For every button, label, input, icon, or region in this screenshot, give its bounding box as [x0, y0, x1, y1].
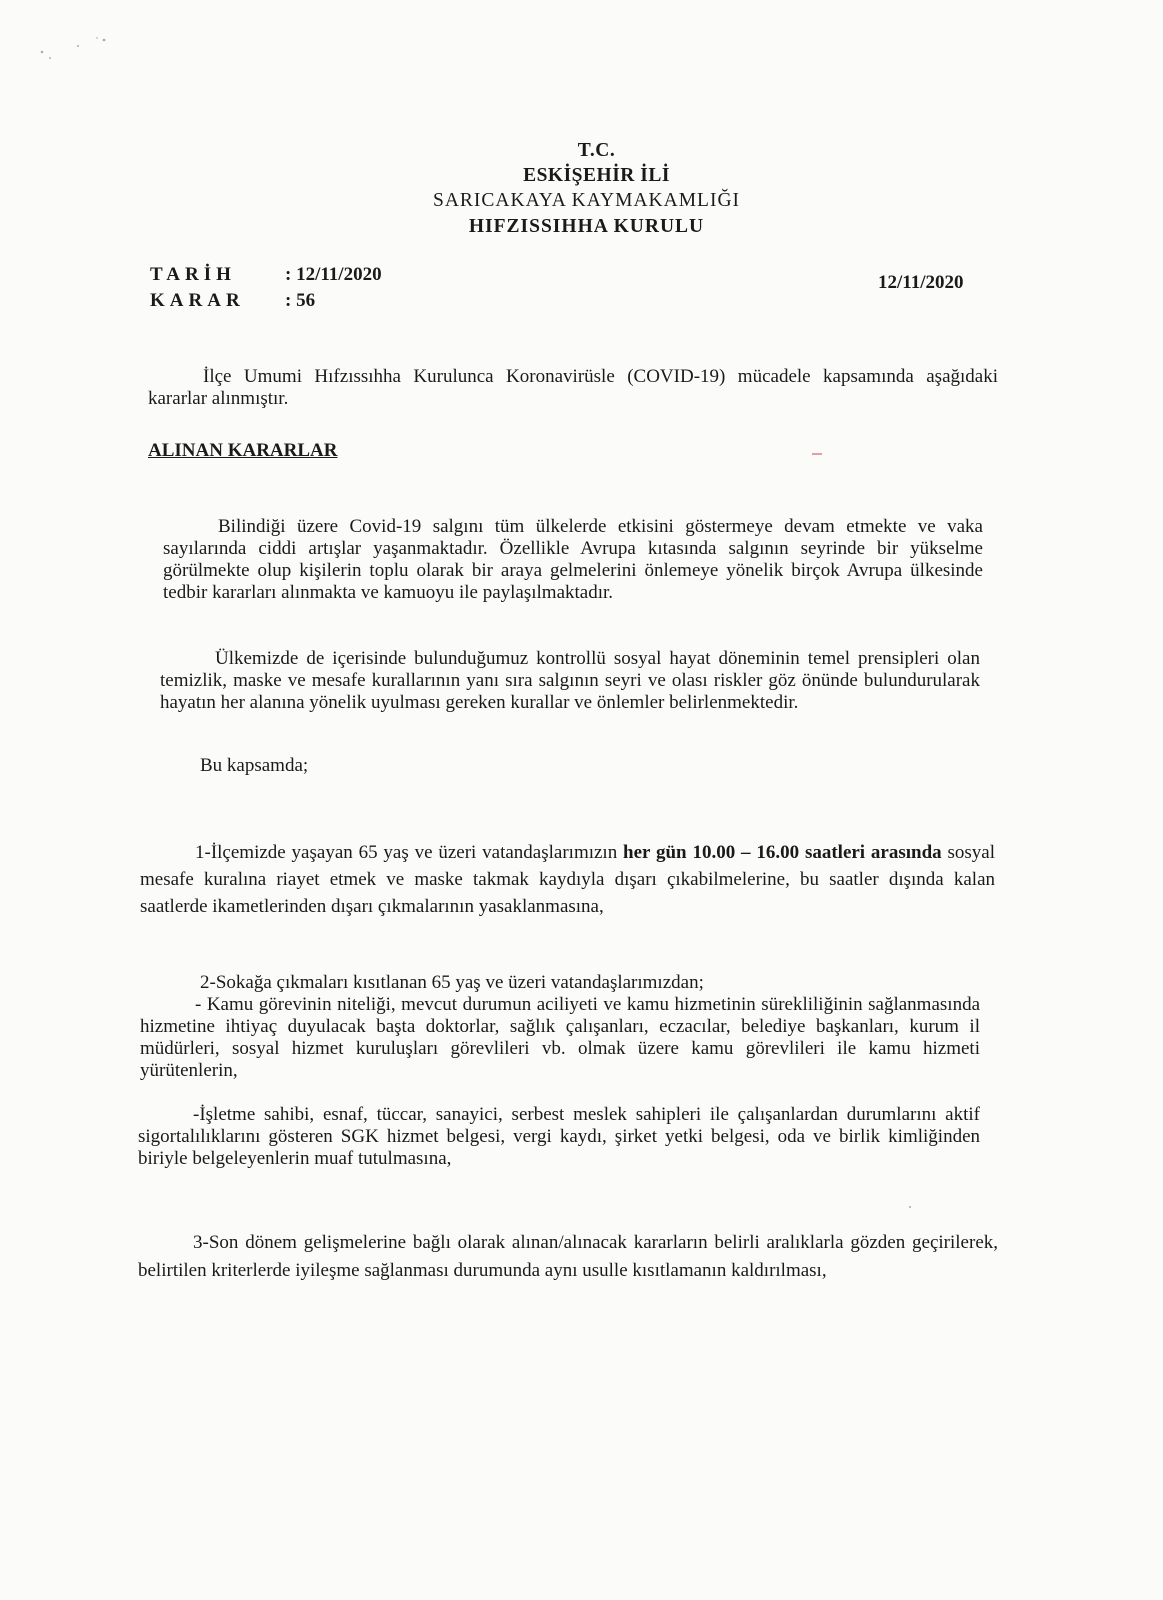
decision-3 — [138, 1229, 998, 1285]
header-district-office: SARICAKAYA KAYMAKAMLIĞI — [432, 190, 741, 211]
decision-number-label: KARAR — [150, 290, 245, 311]
decision-2-intro-text: Sokağa çıkmaları kısıtlanan 65 yaş ve üzeri vatandaşlarımızdan; — [215, 972, 704, 993]
date-value: : 12/11/2020 — [285, 264, 382, 285]
decision-number-value: : 56 — [285, 290, 316, 311]
header-country: T.C. — [577, 140, 616, 161]
decision-3-text: Son dönem gelişmelerine bağlı olarak alınan/alınacak kararların belirli aralıklarla gözden geçirilerek, belirtilen kriterlerde iyileşme sağlanması durumunda aynı usulle kısıtlamanın kaldırılması, — [138, 1232, 998, 1281]
decision-1-time-range: her gün 10.00 – 16.00 saatleri arasında — [623, 842, 942, 863]
decision-1 — [140, 839, 995, 920]
decision-meta — [150, 262, 382, 314]
background-paragraph-1: Bilindiği üzere Covid-19 salgını tüm ülkelerde etkisini göstermeye devam etmekte ve vaka sayılarında ciddi artışlar yaşanmaktadır. Özellikle Avrupa kıtasında salgının seyrinde bir yükselme görülmekte olup kişilerin toplu olarak bir araya gelmelerini önlemeye yönelik birçok Avrupa ülkesinde tedbir kararları alınmakta ve kamuoyu ile paylaşılmaktadır. — [163, 516, 983, 603]
decision-1-number: 1- — [195, 842, 211, 863]
decision-1-text-pre: İlçemizde yaşayan 65 yaş ve üzeri vatandaşlarımızın — [210, 842, 624, 863]
decisions-heading: ALINAN KARARLAR — [148, 440, 338, 461]
header-province: ESKİŞEHİR İLİ — [523, 165, 670, 186]
date-right: 12/11/2020 — [878, 272, 964, 293]
decision-2-item-a: - Kamu görevinin niteliği, mevcut durumun aciliyeti ve kamu hizmetinin sürekliliğinin sağlanmasında hizmetine ihtiyaç duyulacak başta doktorlar, sağlık çalışanları, eczacılar, belediye başkanları, kurum il müdürleri, sosyal hizmet kuruluşları görevlileri vb. olmak üzere kamu görevlileri ile kamu hizmeti yürütenlerin, — [140, 994, 980, 1081]
intro-paragraph: İlçe Umumi Hıfzıssıhha Kurulunca Koronavirüsle (COVID-19) mücadele kapsamında aşağıdaki kararlar alınmıştır. — [148, 366, 998, 409]
background-paragraph-3: Bu kapsamda; — [200, 755, 309, 776]
decision-2-intro — [200, 972, 900, 994]
decision-2-item-b: -İşletme sahibi, esnaf, tüccar, sanayici, serbest meslek sahipleri ile çalışanlardan durumlarını aktif sigortalılıklarını gösteren SGK hizmet belgesi, vergi kaydı, şirket yetki belgesi, oda ve birlik kimliğinden biriyle belgeleyenlerin muaf tutulmasına, — [138, 1104, 980, 1169]
background-paragraph-2: Ülkemizde de içerisinde bulunduğumuz kontrollü sosyal hayat döneminin temel prensipleri olan temizlik, maske ve mesafe kurallarının yanı sıra salgının seyri ve olası riskler göz önünde bulundurularak hayatın her alanına yönelik uyulması gereken kurallar ve önlemler belirlenmektedir. — [160, 648, 980, 713]
decision-3-number: 3- — [193, 1232, 209, 1253]
decision-2-number: 2- — [200, 972, 216, 993]
decision-1-text-post: sosyal mesafe kuralına riayet etmek ve maske takmak kaydıyla dışarı çıkabilmelerine, bu saatler dışında kalan saatlerde ikametlerinden dışarı çıkmalarının yasaklanmasına, — [140, 842, 996, 917]
date-label: TARİH — [150, 264, 236, 285]
header-board: HIFZISSIHHA KURULU — [468, 216, 705, 237]
